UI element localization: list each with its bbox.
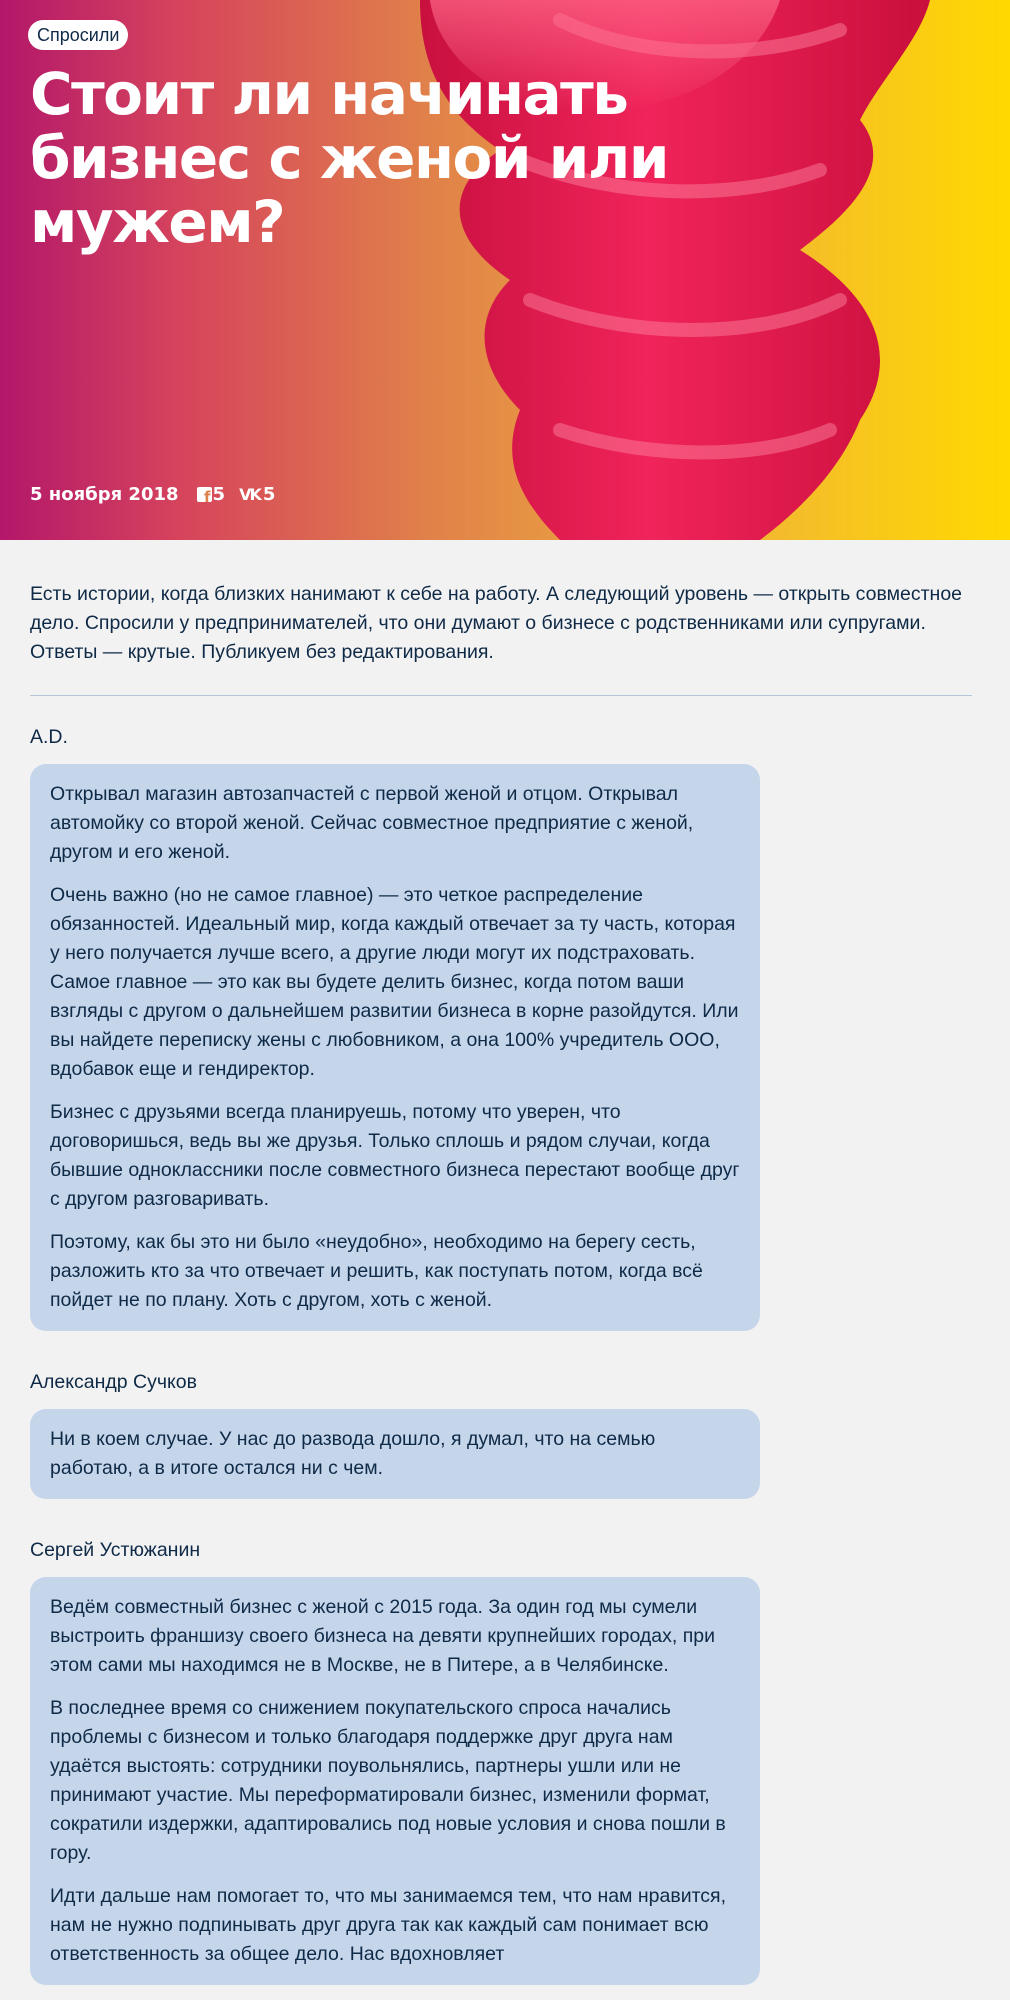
answer-bubble — [30, 764, 760, 1331]
answer-author: Александр Сучков — [30, 1371, 197, 1393]
answer-block — [30, 1537, 980, 1985]
vk-share[interactable] — [239, 484, 275, 505]
answer-paragraph: Очень важно (но не самое главное) — это четкое распределение обязанностей. Идеальный мир, когда каждый отвечает за ту часть, которая у него получается лучше всего, а другие люди могут их подстраховать. Самое главное — это как вы будете делить бизнес, когда потом ваши взгляды с другом о дальнейшем развитии бизнеса в корне разойдутся. Или вы найдете переписку жены с любовником, а она 100% учредитель ООО, вдобавок еще и гендиректор. — [50, 884, 739, 1080]
answer-paragraph: Бизнес с друзьями всегда планируешь, потому что уверен, что договоришься, ведь вы же друзья. Только сплошь и рядом случаи, когда бывшие одноклассники после совместного бизнеса перестают вообще друг с другом разговаривать. — [50, 1101, 740, 1210]
answer-block — [30, 1369, 980, 1499]
facebook-share[interactable] — [197, 484, 226, 505]
article-body — [0, 540, 1010, 1985]
answer-block — [30, 724, 980, 1331]
answer-paragraph: Идти дальше нам помогает то, что мы занимаемся тем, что нам нравится, нам не нужно подпинывать друг друга так как каждый сам понимает всю ответственность за общее дело. Нас вдохновляет — [50, 1885, 727, 1965]
article-title: Стоит ли начинать бизнес с женой или мужем? — [30, 60, 668, 256]
answer-paragraph: Открывал магазин автозапчастей с первой женой и отцом. Открывал автомойку со второй женой. Сейчас совместное предприятие с женой, другом и его женой. — [50, 783, 694, 863]
article-meta — [30, 484, 289, 505]
facebook-icon — [197, 487, 212, 502]
answer-author: A.D. — [30, 726, 68, 748]
answer-paragraph: Ни в коем случае. У нас до развода дошло, я думал, что на семью работаю, а в итоге остался ни с чем. — [50, 1428, 656, 1479]
answer-bubble — [30, 1577, 760, 1985]
answer-paragraph: Ведём совместный бизнес с женой с 2015 года. За один год мы сумели выстроить франшизу своего бизнеса на девяти крупнейших городах, при этом сами мы находимся не в Москве, не в Питере, а в Челябинске. — [50, 1596, 715, 1676]
answer-bubble — [30, 1409, 760, 1499]
vk-icon: VK — [239, 485, 260, 504]
hero-header — [0, 0, 1010, 540]
publish-date: 5 ноября 2018 — [30, 484, 179, 505]
answer-paragraph: В последнее время со снижением покупательского спроса начались проблемы с бизнесом и только благодаря поддержке друг друга нам удаётся выстоять: сотрудники поувольнялись, партнеры ушли или не принимают участие. Мы переформатировали бизнес, изменили формат, сократили издержки, адаптировались под новые условия и снова пошли в гору. — [50, 1697, 726, 1864]
answer-paragraph: Поэтому, как бы это ни было «неудобно», необходимо на берегу сесть, разложить кто за что отвечает и решить, как поступать потом, когда всё пойдет не по плану. Хоть с другом, хоть с женой. — [50, 1231, 703, 1311]
vk-share-count: 5 — [262, 484, 276, 505]
article-intro: Есть истории, когда близких нанимают к себе на работу. А следующий уровень — открыть совместное дело. Спросили у предпринимателей, что они думают о бизнесе с родственниками или супругами. Ответы — крутые. Публикуем без редактирования. — [30, 583, 963, 663]
facebook-share-count: 5 — [212, 484, 226, 505]
category-tag[interactable]: Спросили — [28, 20, 128, 50]
intro-divider — [30, 695, 972, 696]
answer-author: Сергей Устюжанин — [30, 1539, 201, 1561]
